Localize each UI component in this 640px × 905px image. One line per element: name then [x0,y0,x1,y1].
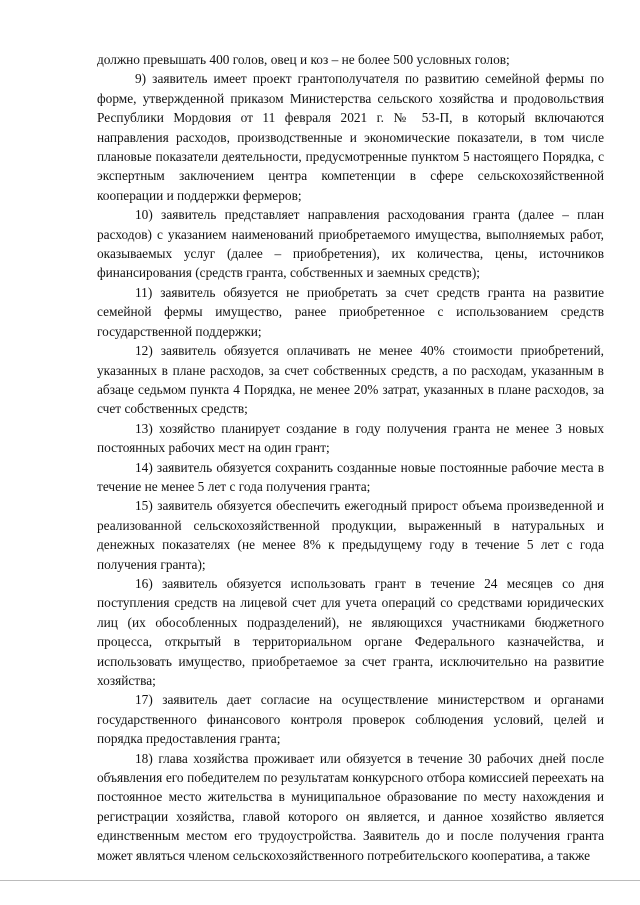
paragraph-item-15: 15) заявитель обязуется обеспечить ежегодный прирост объема произведенной и реализованной сельскохозяйственной продукции, выраженный в натуральных и денежных показателях (не менее 8% к предыдущему году в течение 5 лет с года получения гранта); [97,498,604,572]
paragraph-item-14: 14) заявитель обязуется сохранить созданные новые постоянные рабочие места в течение не менее 5 лет с года получения гранта; [97,459,604,494]
paragraph-item-18: 18) глава хозяйства проживает или обязуется в течение 30 рабочих дней после объявления его победителем по результатам конкурсного отбора комиссией переехать на постоянное место жительства в муниципальное образование по месту нахождения и регистрации хозяйства, главой которого он является, и данное хозяйство является единственным местом его трудоустройства. Заявитель до и после получения гранта может являться членом сельскохозяйственного потребительского кооператива, а также [97,750,604,863]
paragraph-item-13: 13) хозяйство планирует создание в году получения гранта не менее 3 новых постоянных рабочих мест на один грант; [97,420,604,456]
paragraph-item-9: 9) заявитель имеет проект грантополучателя по развитию семейной фермы по форме, утвержденной приказом Министерства сельского хозяйства и продовольствия Республики Мордовия от 11 февраля 2021 г. № 53-П, в который включаются направления расходов, производственные и экономические показатели, в том числе плановые показатели деятельности, предусмотренные пунктом 5 настоящего Порядка, с экспертным заключением центра компетенции в сфере сельскохозяйственной кооперации и поддержки фермеров; [97,71,604,203]
paragraph-item-11: 11) заявитель обязуется не приобретать за счет средств гранта на развитие семейной фермы имущество, ранее приобретенное с использованием средств государственной поддержки; [97,284,604,339]
page-bottom-divider [0,880,640,881]
paragraph-item-10: 10) заявитель представляет направления расходования гранта (далее – план расходов) с указанием наименований приобретаемого имущества, выполняемых работ, оказываемых услуг (далее – приобретения), их количества, цены, источников финансирования (средств гранта, собственных и заемных средств); [97,207,604,281]
paragraph-item-12: 12) заявитель обязуется оплачивать не менее 40% стоимости приобретений, указанных в плане расходов, за счет собственных средств, а по расходам, указанным в абзаце седьмом пункта 4 Порядка, не менее 20% затрат, указанных в плане расходов, за счет собственных средств; [97,343,604,417]
paragraph-continuation: должно превышать 400 голов, овец и коз – не более 500 условных голов; [97,52,510,67]
paragraph-item-16: 16) заявитель обязуется использовать грант в течение 24 месяцев со дня поступления средств на лицевой счет для учета операций со средствами юридических лиц (их обособленных подразделений), не являющихся участниками бюджетного процесса, открытый в территориальном органе Федерального казначейства, и использовать имущество, приобретаемое за счет гранта, исключительно на развитие хозяйства; [97,575,604,688]
paragraph-item-17: 17) заявитель дает согласие на осуществление министерством и органами государственного финансового контроля проверок соблюдения условий, целей и порядка предоставления гранта; [97,692,604,747]
